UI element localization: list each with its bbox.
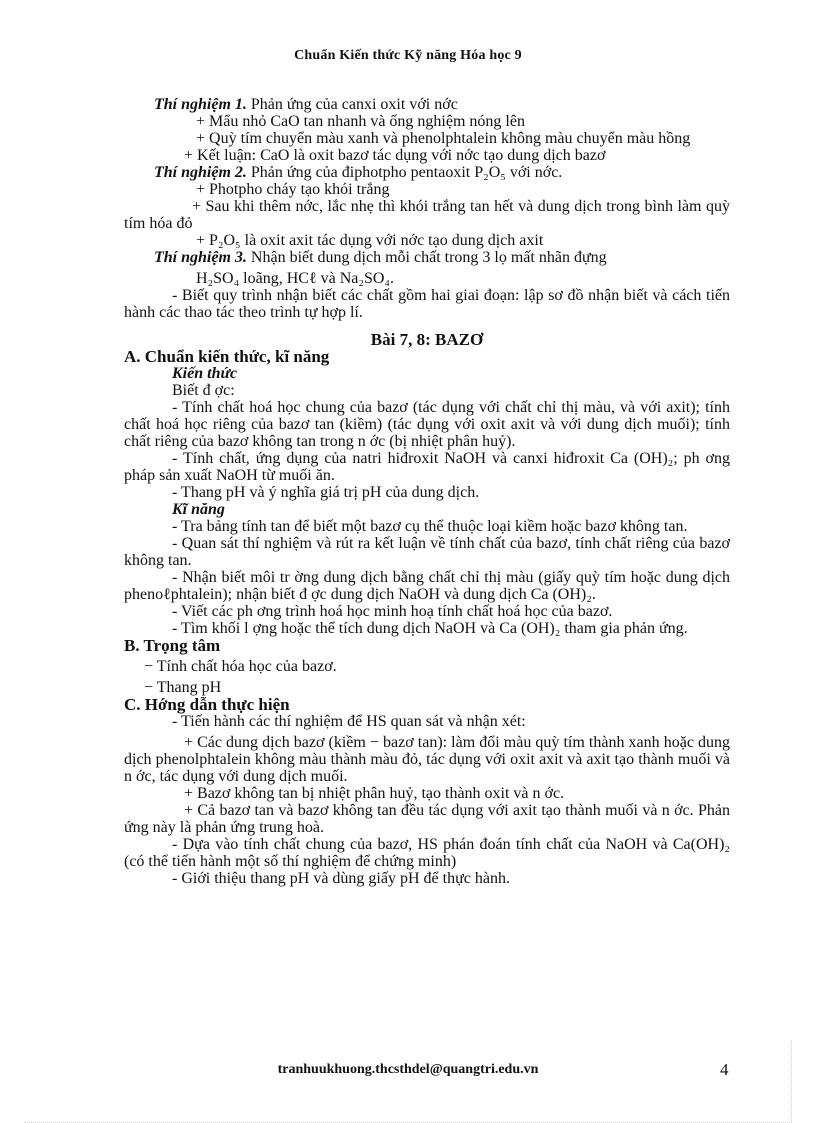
lesson-title: Bài 7, 8: BAZƠ — [370, 330, 484, 349]
focus-item-2: − Thang pH — [144, 679, 222, 696]
section-a-title: A. Chuẩn kiến thức, kĩ năng — [124, 347, 330, 366]
exp2-title: Phản ứng của điphotpho pentaoxit P₂O₅ với nớc. — [246, 164, 563, 181]
guide-plus-1: + Các dung dịch bazơ (kiềm − bazơ tan): làm đổi màu quỳ tím thành xanh hoặc dung dịch phenolphtalein không màu thành màu đỏ, tác dụng với oxit axit và axit tạo thành muối và n ớc, tác dụng với dung dịch muối. — [124, 734, 730, 785]
page-number: 4 — [720, 1060, 729, 1079]
exp3-note: - Biết quy trình nhận biết các chất gồm hai giai đoạn: lập sơ đồ nhận biết và cách tiến hành các thao tác theo trình tự hợp lí. — [124, 287, 730, 321]
exp3-title: Nhận biết dung dịch mỗi chất trong 3 lọ mất nhãn đựng — [246, 249, 607, 266]
skill-item-5: - Tìm khối l ợng hoặc thể tích dung dịch NaOH và Ca (OH)₂ tham gia phản ứng. — [172, 620, 688, 637]
exp1-heading — [124, 96, 730, 113]
exp3-heading — [124, 249, 730, 266]
skill-label: Kĩ năng — [172, 501, 225, 518]
skill-item-2: - Quan sát thí nghiệm và rút ra kết luận về tính chất của bazơ, tính chất riêng của bazơ không tan. — [124, 535, 730, 569]
knowledge-intro: Biết đ ợc: — [172, 382, 235, 399]
skill-item-3: - Nhận biết môi tr ờng dung dịch bằng chất chỉ thị màu (giấy quỳ tím hoặc dung dịch phenoℓphtalein); nhận biết đ ợc dung dịch NaOH và dung dịch Ca (OH)₂. — [124, 569, 730, 603]
exp1-line-1: + Mẩu nhỏ CaO tan nhanh và ống nghiệm nóng lên — [196, 113, 525, 130]
footer-email: tranhuukhuong.thcsthdel@quangtri.edu.vn — [277, 1062, 539, 1077]
section-c-title: C. Hớng dẫn thực hiện — [124, 695, 290, 714]
guide-dash-2: - Giới thiệu thang pH và dùng giấy pH để thực hành. — [172, 870, 510, 887]
knowledge-item-2: - Tính chất, ứng dụng của natri hiđroxit NaOH và canxi hiđroxit Ca (OH)₂; ph ơng pháp sản xuất NaOH từ muối ăn. — [124, 450, 730, 484]
guide-dash-1: - Dựa vào tính chất chung của bazơ, HS phán đoán tính chất của NaOH và Ca(OH)₂ (có thể tiến hành một số thí nghiệm để chứng minh) — [124, 836, 730, 870]
exp2-line-1: + Photpho cháy tạo khói trắng — [196, 181, 390, 198]
exp2-label: Thí nghiệm 2. — [154, 164, 247, 181]
exp1-line-2: + Quỳ tím chuyển màu xanh và phenolphtalein không màu chuyển màu hồng — [196, 130, 691, 147]
section-b-title: B. Trọng tâm — [124, 636, 221, 655]
page-content — [124, 96, 730, 887]
knowledge-label: Kiến thức — [172, 365, 238, 382]
knowledge-item-1: - Tính chất hoá học chung của bazơ (tác dụng với chất chỉ thị màu, và với axit); tính chất hoá học riêng của bazơ tan (kiềm) (tác dụng với oxit axit và với dung dịch muối); tính chất riêng của bazơ không tan trong n ớc (bị nhiệt phân huỷ). — [124, 399, 730, 450]
guide-plus-2: + Bazơ không tan bị nhiệt phân huỷ, tạo thành oxit và n ớc. — [184, 785, 565, 802]
exp3-label: Thí nghiệm 3. — [154, 249, 247, 266]
knowledge-item-3: - Thang pH và ý nghĩa giá trị pH của dung dịch. — [172, 484, 480, 501]
guide-intro: - Tiến hành các thí nghiệm để HS quan sát và nhận xét: — [172, 713, 526, 730]
skill-item-1: - Tra bảng tính tan để biết một bazơ cụ thể thuộc loại kiềm hoặc bazơ không tan. — [172, 518, 688, 535]
exp2-line-2: + Sau khi thêm nớc, lắc nhẹ thì khói trắng tan hết và dung dịch trong bình làm quỳ tím hóa đỏ — [124, 198, 730, 232]
exp2-line-3: + P₂O₅ là oxit axit tác dụng với nớc tạo dung dịch axit — [196, 232, 544, 249]
focus-item-1: − Tính chất hóa học của bazơ. — [144, 658, 337, 675]
page-border-right — [791, 1040, 792, 1123]
exp3-line-2: H₂SO₄ loãng, HCℓ và Na₂SO₄. — [196, 270, 394, 287]
exp1-title: Phản ứng của canxi oxit với nớc — [246, 96, 458, 113]
exp1-line-3: + Kết luận: CaO là oxit bazơ tác dụng với nớc tạo dung dịch bazơ — [184, 147, 606, 164]
exp2-heading — [124, 164, 730, 181]
page-header: Chuẩn Kiến thức Kỹ năng Hóa học 9 — [294, 48, 522, 63]
skill-item-4: - Viết các ph ơng trình hoá học minh hoạ tính chất hoá học của bazơ. — [172, 603, 613, 620]
guide-plus-3: + Cả bazơ tan và bazơ không tan đều tác dụng với axit tạo thành muối và n ớc. Phản ứng này là phản ứng trung hoà. — [124, 802, 730, 836]
exp1-label: Thí nghiệm 1. — [154, 96, 247, 113]
